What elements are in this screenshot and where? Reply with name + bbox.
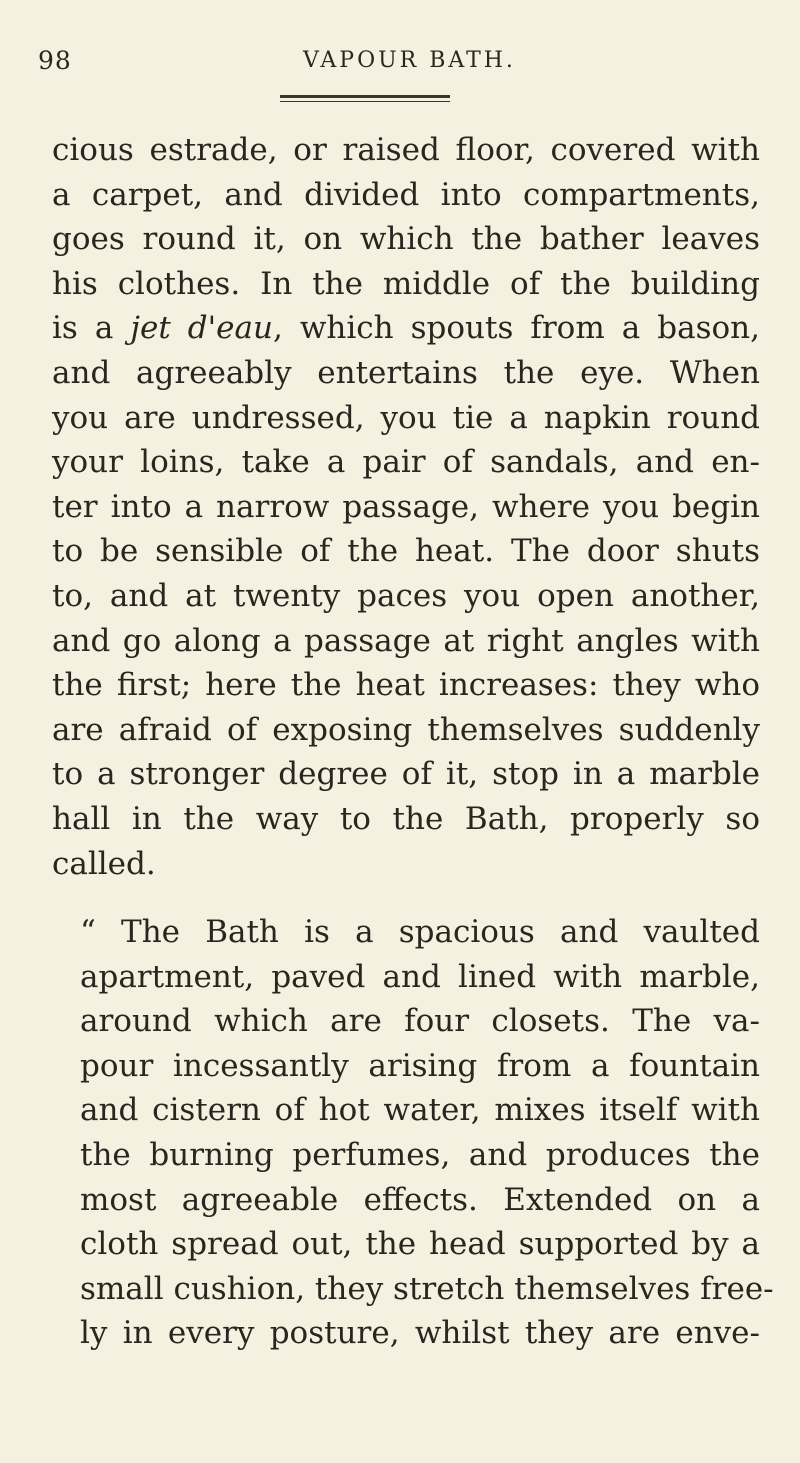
text-line: are afraid of exposing themselves suddenly (52, 711, 760, 748)
text-line: pour incessantly arising from a fountain (80, 1047, 760, 1084)
text-line: most agreeable effects. Extended on a (80, 1181, 760, 1218)
text-line: small cushion, they stretch themselves free- (80, 1270, 774, 1307)
text-line: the first; here the heat increases: they who (52, 667, 760, 704)
body-text (52, 128, 774, 1356)
text-line: a carpet, and divided into compartments, (52, 176, 760, 213)
text-line: the burning perfumes, and produces the (80, 1137, 760, 1174)
text-line: to, and at twenty paces you open another, (52, 577, 760, 614)
running-head: VAPOUR BATH. (303, 48, 516, 73)
text-line: to be sensible of the heat. The door shuts (52, 533, 760, 570)
text-line: ly in every posture, whilst they are enve- (80, 1315, 760, 1352)
page-number: 98 (38, 46, 72, 75)
text-line: his clothes. In the middle of the building (52, 265, 760, 302)
text-line: you are undressed, you tie a napkin round (52, 399, 760, 436)
text-line: and agreeably entertains the eye. When (52, 354, 760, 391)
text-line: and cistern of hot water, mixes itself with (80, 1092, 760, 1129)
page-header (38, 46, 758, 86)
text-line: cious estrade, or raised floor, covered with (52, 132, 760, 168)
header-rule (280, 95, 450, 102)
paragraph-2 (52, 910, 774, 1356)
italic-phrase: jet d'eau (130, 310, 273, 347)
text-fragment: is a (52, 310, 131, 347)
text-line: around which are four closets. The va- (80, 1003, 760, 1040)
text-line (52, 306, 760, 351)
paragraph-1 (52, 128, 760, 886)
text-line: ter into a narrow passage, where you begin (52, 488, 760, 525)
text-line: your loins, take a pair of sandals, and en- (52, 444, 760, 481)
text-line: apartment, paved and lined with marble, (80, 958, 760, 995)
text-line: goes round it, on which the bather leaves (52, 221, 760, 258)
text-line: to a stronger degree of it, stop in a marble (52, 756, 760, 793)
text-line: and go along a passage at right angles with (52, 622, 760, 659)
text-fragment: , which spouts from a bason, (272, 310, 760, 347)
text-line: cloth spread out, the head supported by a (80, 1226, 760, 1263)
text-line: called. (52, 845, 156, 882)
text-line: hall in the way to the Bath, properly so (52, 800, 760, 837)
text-line: “ The Bath is a spacious and vaulted (80, 914, 760, 951)
